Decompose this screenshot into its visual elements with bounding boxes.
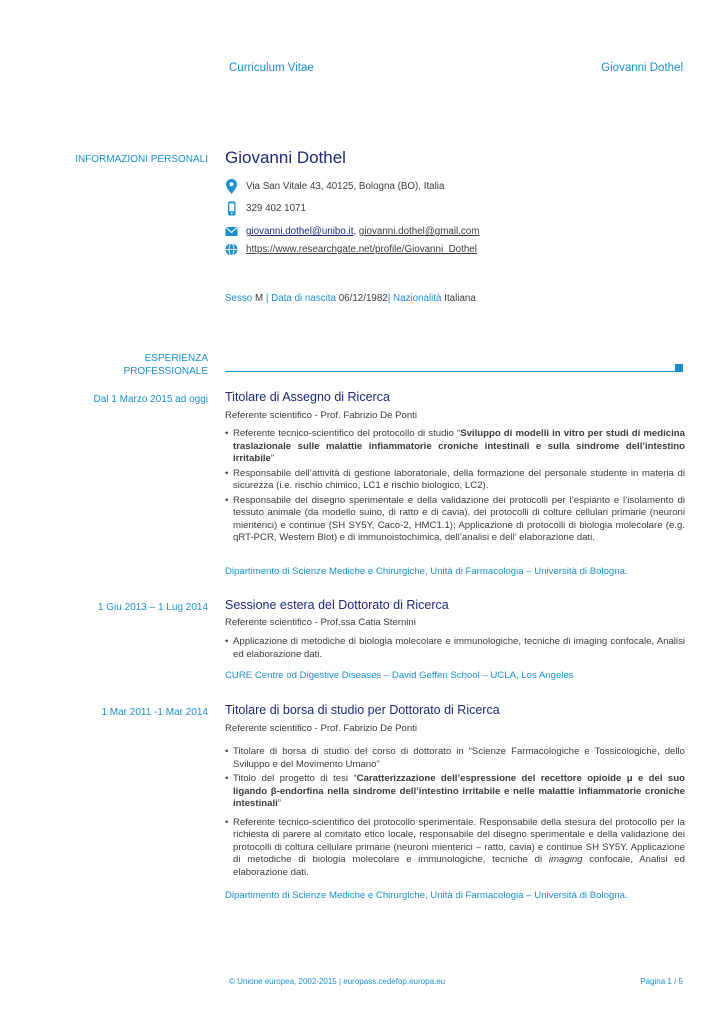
website-row xyxy=(225,242,477,257)
list-item: • Applicazione di metodiche di biologia molecolare e immunologiche, tecniche di imaging confocale, Analisi ed elaborazione dati. xyxy=(225,636,685,661)
job-1-date: Dal 1 Marzo 2015 ad oggi xyxy=(93,394,208,405)
list-item: • Referente tecnico-scientifico del protocollo sperimentale. Responsabile della stesura del protocollo per la richiesta di parere al comitato etico locale, responsabile del disegno sperimentale e della validazione dei protocolli di coltura cellulare primarie (neuroni mienterici – ratto, cavia) e continue SH SY5Y. Applicazione di metodiche di biologia molecolare e immunologiche, tecniche di imaging confocale, Analisi ed elaborazione dati. xyxy=(225,817,685,880)
job-1-referent: Referente scientifico - Prof. Fabrizio De Ponti xyxy=(225,410,417,421)
list-item: • Titolo del progetto di tesi “Caratterizzazione dell’espressione del recettore opioide μ e del suo ligando β-endorfina nella sindrome dell’intestino irritabile e nelle malattie infiammatorie croniche intestinali” xyxy=(225,773,685,811)
list-item: • Responsabile del disegno sperimentale e della validazione dei protocolli per l’espianto e l’isolamento di tessuto animale (da modello suino, di ratto e di cavia), dei protocolli di colture cellulari primarie (neuroni mienterici) e continue (SH SY5Y, Caco-2, HMC1.1); Applicazione di protocolli di biologia molecolare (e.g. qRT-PCR, Western Blot) e di immunoistochimica, dell’analisi e dell’ elaborazione dati. xyxy=(225,495,685,545)
email-secondary-link[interactable]: giovanni.dothel@gmail.com xyxy=(358,226,480,237)
job-2-department: CURE Centre od Digestive Diseases – David Geffen School – UCLA, Los Angeles xyxy=(225,670,574,681)
globe-icon xyxy=(225,242,238,257)
job-1-title: Titolare di Assegno di Ricerca xyxy=(225,390,390,404)
section-label-experience-line2: PROFESSIONALE xyxy=(123,366,208,377)
phone-text: 329 402 1071 xyxy=(246,203,306,214)
job-3-department: Dipartimento di Scienze Mediche e Chirurgiche, Unità di Farmacologia – Università di Bologna. xyxy=(225,890,628,901)
nationality-value: Italiana xyxy=(444,293,476,304)
address-text: Via San Vitale 43, 40125, Bologna (BO), Italia xyxy=(246,181,445,192)
email-separator: , xyxy=(353,226,359,237)
person-name: Giovanni Dothel xyxy=(225,148,346,167)
location-pin-icon xyxy=(225,179,238,194)
birth-value: 06/12/1982 xyxy=(338,293,388,304)
list-item: • Titolare di borsa di studio del corso di dottorato in “Scienze Farmacologiche e Tossicologiche, dello Sviluppo e del Movimento Umano” xyxy=(225,746,685,771)
section-label-experience-line1: ESPERIENZA xyxy=(144,353,208,364)
job-2-date: 1 Giu 2013 – 1 Lug 2014 xyxy=(97,602,208,613)
section-divider-square xyxy=(675,364,683,372)
section-divider-line xyxy=(225,371,675,372)
header-right: Giovanni Dothel xyxy=(601,62,683,74)
section-label-experience xyxy=(40,352,208,378)
footer-page-number: Pagina 1 / 5 xyxy=(640,977,683,986)
header-left: Curriculum Vitae xyxy=(229,62,314,74)
sex-label: Sesso xyxy=(225,293,253,304)
envelope-icon xyxy=(225,224,238,239)
job-2-title: Sessione estera del Dottorato di Ricerca xyxy=(225,598,449,612)
nationality-label: Nazionalità xyxy=(393,293,442,304)
sex-value: M xyxy=(254,293,264,304)
job-2-bullets xyxy=(225,636,685,663)
phone-row xyxy=(225,201,306,216)
job-2-referent: Referente scientifico - Prof.ssa Catia Sternini xyxy=(225,617,416,628)
mobile-phone-icon xyxy=(225,201,238,216)
separator-1: | xyxy=(265,293,269,304)
job-3-bullets xyxy=(225,746,685,881)
job-1-bullets xyxy=(225,428,685,547)
footer-copyright: © Unione europea, 2002-2015 | europass.cedefop.europa.eu xyxy=(229,977,446,986)
job-3-referent: Referente scientifico - Prof. Fabrizio De Ponti xyxy=(225,723,417,734)
email-primary-link[interactable]: giovanni.dothel@unibo.it xyxy=(246,226,354,237)
job-1-department: Dipartimento di Scienze Mediche e Chirurgiche, Unità di Farmacologia – Università di Bologna. xyxy=(225,566,628,577)
birth-label: Data di nascita xyxy=(271,293,336,304)
section-label-personal: INFORMAZIONI PERSONALI xyxy=(75,154,208,165)
separator-2: | xyxy=(387,293,391,304)
website-link[interactable]: https://www.researchgate.net/profile/Giovanni_Dothel xyxy=(246,244,477,255)
list-item: • Responsabile dell’attività di gestione laboratoriale, della formazione del personale studente in materia di sicurezza (i.e. rischio chimico, LC1 e rischio biologico, LC2). xyxy=(225,468,685,493)
address-row xyxy=(225,179,444,194)
job-3-title: Titolare di borsa di studio per Dottorato di Ricerca xyxy=(225,703,500,717)
list-item: • Referente tecnico-scientifico del protocollo di studio “Sviluppo di modelli in vitro per studi di medicina traslazionale sulle malattie infiammatorie croniche intestinali e sulla sindrome dell’intestino irritabile” xyxy=(225,428,685,466)
email-row xyxy=(225,224,479,239)
personal-details-line xyxy=(225,293,476,304)
job-3-date: 1 Mar 2011 -1 Mar 2014 xyxy=(101,707,208,718)
